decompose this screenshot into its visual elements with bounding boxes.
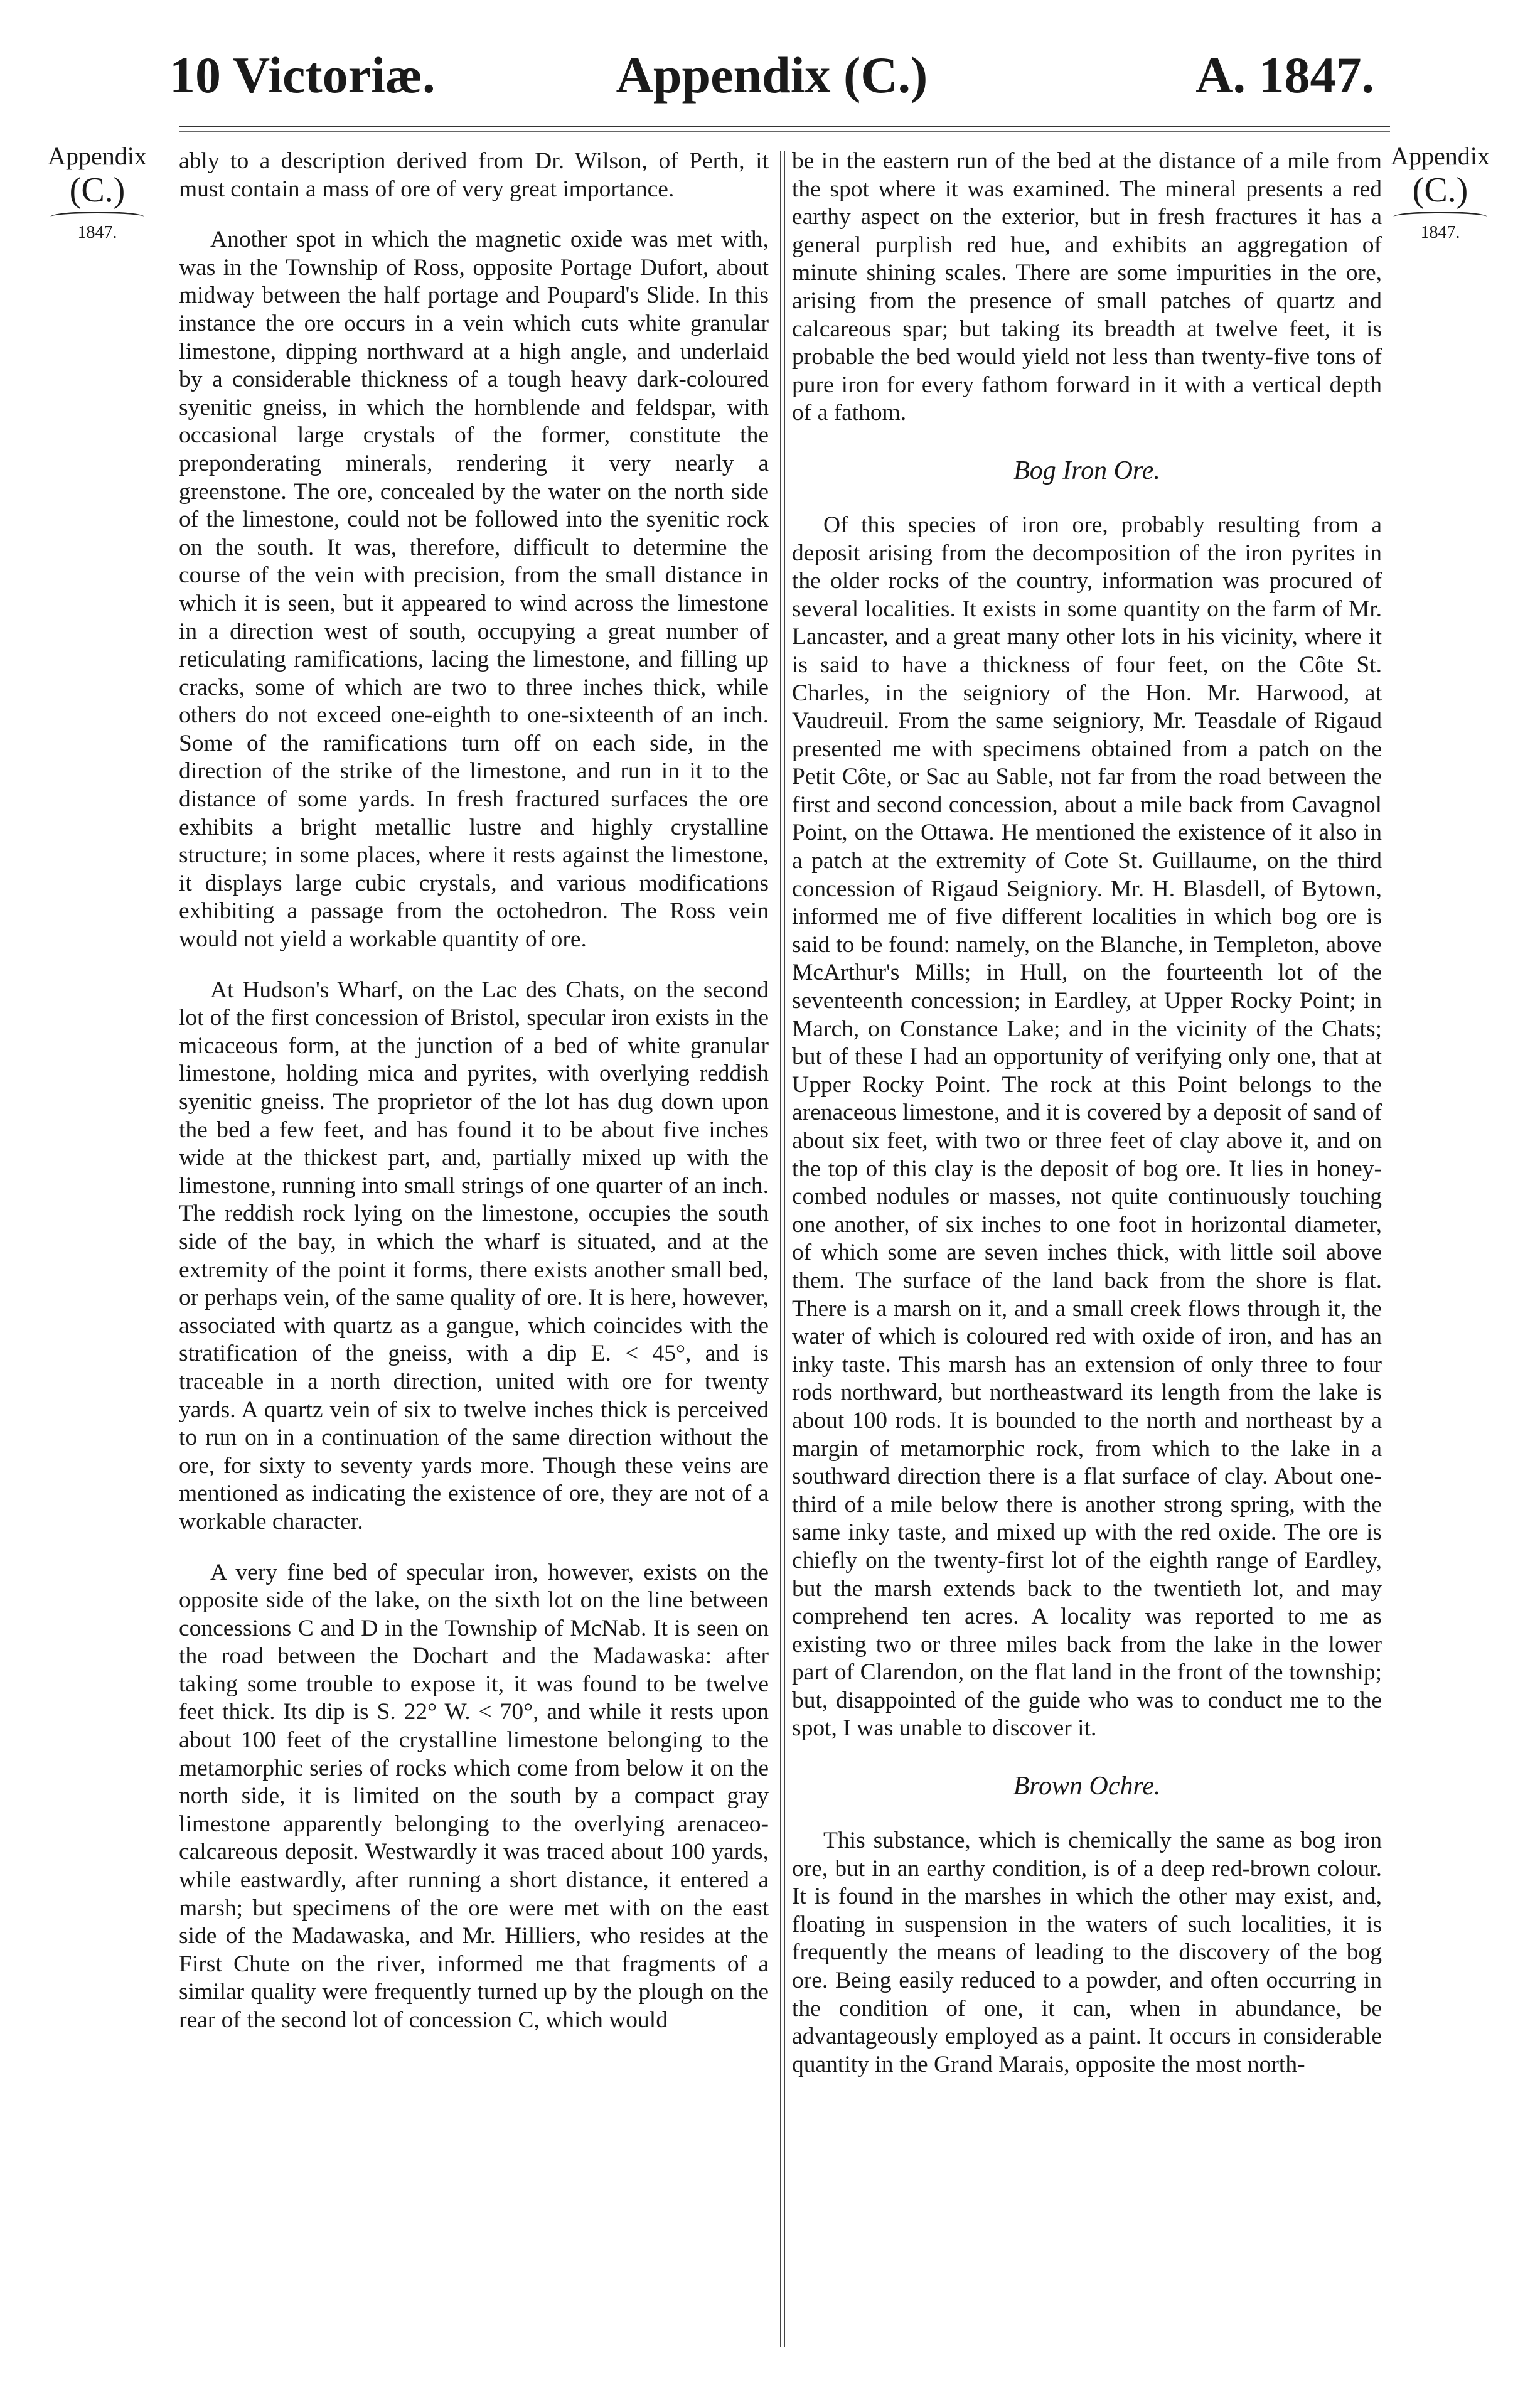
section-heading: Bog Iron Ore. [1013, 456, 1160, 485]
margin-note-label: Appendix [1391, 142, 1490, 170]
margin-note-year: 1847. [77, 223, 117, 242]
paragraph: Of this species of iron ore, probably resulting from a deposit arising from the decomposition of the iron pyrites in the older rocks of the country, information was procured of several localities. It exists in some quantity on the farm of Mr. Lancaster, and a great many other lots in his vicinity, where it is said to have a thickness of four feet, on the Côte St. Charles, in the seigniory of the Hon. Mr. Harwood, at Vaudreuil. From the same seigniory, Mr. Teasdale of Rigaud presented me with specimens obtained from a patch on the Petit Côte, or Sac au Sable, not far from the road between the first and second concession, about a mile back from Cavagnol Point, on the Ottawa. He mentioned the existence of it also in a patch at the extremity of Cote St. Guillaume, on the third concession of Rigaud Seigniory. Mr. H. Blasdell, of Bytown, informed me of five different localities in which bog ore is said to be found: namely, on the Blanche, in Templeton, above McArthur's Mills; in Hull, on the fourteenth lot of the seventeenth concession; in Eardley, at Upper Rocky Point; in March, on Constance Lake; and in the vicinity of the Chats; but of these I had an opportunity of verifying only one, that at Upper Rocky Point. The rock at this Point belongs to the arenaceous limestone, and it is covered by a deposit of sand of about six feet, with two or three feet of clay above it, and on the top of this clay is the deposit of bog ore. It lies in honey-combed nodules or masses, not quite continuously touching one another, of six inches to one foot in horizontal diameter, of which some are seven inches thick, with little soil above them. The surface of the land back from the shore is flat. There is a marsh on it, and a small creek flows through it, the water of which is coloured red with oxide of iron, and has an inky taste. This marsh has an extension of only three to four rods northward, but northeastward its length from the lake is about 100 rods. It is bounded to the north and northeast by a margin of metamorphic rock, from which to the lake in a southward direction there is a flat surface of clay. About one-third of a mile below there is another strong spring, with the same inky taste, and mixed up with the red oxide. The ore is chiefly on the twenty-first lot of the eighth range of Eardley, but the marsh extends back to the twentieth lot, and may comprehend ten acres. A locality was reported to me as existing two or three miles back from the lake in the lower part of Clarendon, on the flat land in the front of the township; but, disappointed of the guide who was to conduct me to the spot, I was unable to discover it. [792, 512, 1382, 1742]
margin-note-brace [1393, 212, 1487, 222]
paragraph: ably to a description derived from Dr. Wilson, of Perth, it must contain a mass of ore of very great importance. [179, 148, 769, 202]
right-column [792, 147, 1382, 2079]
header-session: 10 Victoriæ. [169, 46, 436, 104]
margin-note-label: Appendix [48, 142, 147, 170]
section-heading: Brown Ochre. [1013, 1772, 1161, 1801]
header-appendix-title: Appendix (C.) [616, 46, 928, 104]
header-year: A. 1847. [1195, 46, 1374, 104]
paragraph: This substance, which is chemically the same as bog iron ore, but in an earthy condition, is of a deep red-brown colour. It is found in the marshes in which the other may exist, and, floating in suspension in the waters of such localities, it is frequently the means of leading to the discovery of the bog ore. Being easily reduced to a powder, and often occurring in the condition of one, it can, when in abundance, be advantageously employed as a paint. It occurs in considerable quantity in the Grand Marais, opposite the most north- [792, 1828, 1382, 2077]
paragraph: At Hudson's Wharf, on the Lac des Chats, on the second lot of the first concession of Bristol, specular iron exists in the micaceous form, at the junction of a bed of white granular limestone, holding mica and pyrites, with overlying reddish syenitic gneiss. The proprietor of the lot has dug down upon the bed a few feet, and has found it to be about five inches wide at the thickest part, and, partially mixed up with the limestone, running into small strings of one quarter of an inch. The reddish rock lying on the limestone, occupies the south side of the bay, in which the wharf is situated, and at the extremity of the point it forms, there exists another small bed, or perhaps vein, of the same quality of ore. It is here, however, associated with quartz as a gangue, which coincides with the stratification of the gneiss, with a dip E. < 45°, and is traceable in a north direction, united with ore for twenty yards. A quartz vein of six to twelve inches thick is perceived to run on in a continuation of the same direction without the ore, for sixty to seventy yards more. Though these veins are mentioned as indicating the existence of ore, they are not of a workable character. [179, 977, 769, 1535]
margin-note-year: 1847. [1420, 223, 1460, 242]
page-header [169, 38, 1374, 113]
margin-note-brace [50, 212, 144, 222]
margin-note-letter: (C.) [1412, 171, 1468, 210]
margin-note-letter: (C.) [69, 171, 126, 210]
paragraph: A very fine bed of specular iron, however, exists on the opposite side of the lake, on the sixth lot on the line between concessions C and D in the Township of McNab. It is seen on the road between the Dochart and the Madawaska: after taking some trouble to expose it, it was found to be twelve feet thick. Its dip is S. 22° W. < 70°, and while it rests upon about 100 feet of the crystalline limestone belonging to the metamorphic series of rocks which come from below it on the north side, it is limited on the south by a compact gray limestone apparently belonging to the overlying arenaceo-calcareous deposit. Westwardly it was traced about 100 yards, while eastwardly, after running a short distance, it entered a marsh; but specimens of the ore were met with on the east side of the Madawaska, and Mr. Hilliers, who resides at the First Chute on the river, informed me that fragments of a similar quality were frequently turned up by the plough on the rear of the second lot of concession C, which would [179, 1559, 769, 2033]
margin-note-right [1377, 141, 1503, 244]
left-column [179, 147, 769, 2035]
paragraph: Another spot in which the magnetic oxide was met with, was in the Township of Ross, opposite Portage Dufort, about midway between the half portage and Poupard's Slide. In this instance the ore occurs in a vein which cuts white granular limestone, dipping northward at a high angle, and underlaid by a considerable thickness of a tough heavy dark-coloured syenitic gneiss, in which the hornblende and feldspar, with occasional large crystals of the former, constitute the preponderating minerals, rendering it very nearly a greenstone. The ore, concealed by the water on the north side of the limestone, could not be followed into the syenitic rock on the south. It was, therefore, difficult to determine the course of the vein with precision, from the small distance in which it is seen, but it appeared to wind across the limestone in a direction west of south, occupying a great number of reticulating ramifications, lacing the limestone, and filling up cracks, some of which are two to three inches thick, while others do not exceed one-eighth to one-sixteenth of an inch. Some of the ramifications turn off on each side, in the direction of the strike of the limestone, and run in it to the distance of some yards. In fresh fractured surfaces the ore exhibits a bright metallic lustre and highly crystalline structure; in some places, where it rests against the limestone, it displays large cubic crystals, and various modifications exhibiting a passage from the octohedron. The Ross vein would not yield a workable quantity of ore. [179, 227, 769, 953]
header-rule [179, 126, 1390, 132]
column-divider [780, 151, 785, 2347]
paragraph: be in the eastern run of the bed at the distance of a mile from the spot where it was examined. The mineral presents a red earthy aspect on the exterior, but in fresh fractures it has a general purplish red hue, and exhibits an aggregation of minute shining scales. There are some impurities in the ore, arising from the presence of small patches of quartz and calcareous spar; but taking its breadth at twelve feet, it is probable the bed would yield not less than twenty-five tons of pure iron for every fathom forward in it with a vertical depth of a fathom. [792, 148, 1382, 426]
margin-note-left [35, 141, 160, 244]
